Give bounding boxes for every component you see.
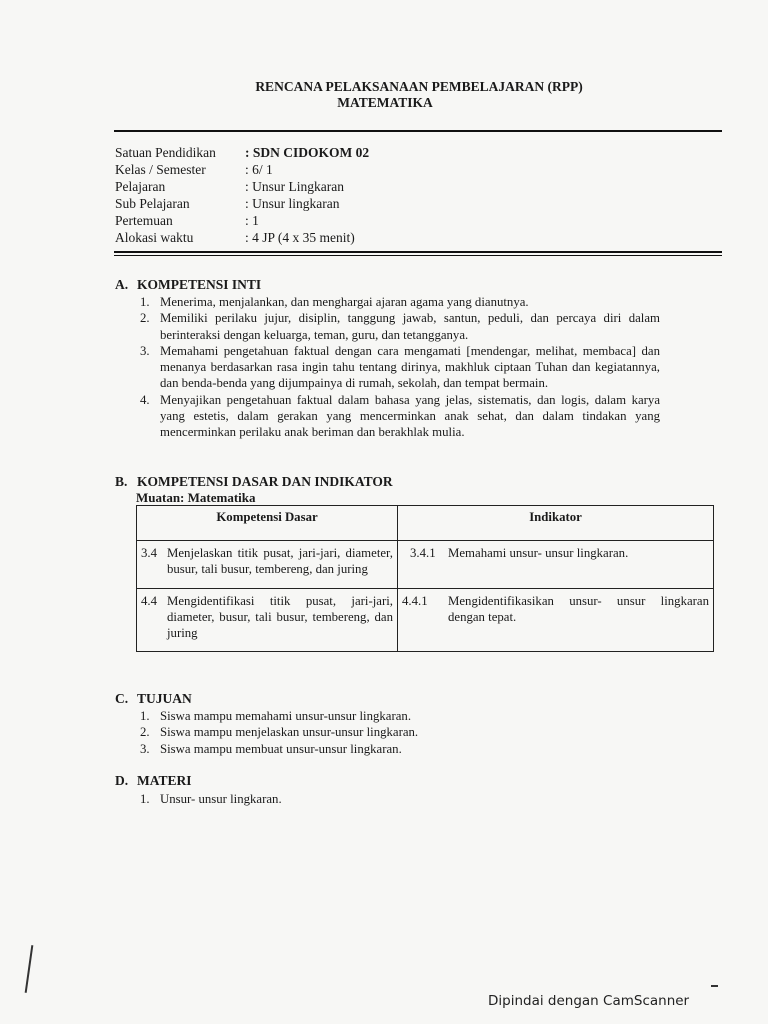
kd-code: 3.4: [141, 546, 157, 560]
list-item: [140, 392, 660, 441]
item-text: Memiliki perilaku jujur, disiplin, tanggung jawab, santun, peduli, dan percaya diri dalam berinteraksi dengan keluarga, teman, guru, dan tetangganya.: [160, 311, 660, 342]
tujuan-list: [140, 708, 660, 757]
info-label: Pertemuan: [115, 213, 173, 228]
item-text: Menyajikan pengetahuan faktual dalam bahasa yang jelas, sistematis, dan logis, dalam karya yang estetis, dalam gerakan yang mencerminkan anak sehat, dan dalam tindakan yang mencerminkan perilaku anak beriman dan berakhlak mulia.: [160, 392, 660, 440]
info-row: [115, 195, 369, 212]
info-row: [115, 212, 369, 229]
info-value: : 4 JP (4 x 35 menit): [245, 230, 355, 245]
info-row: [115, 229, 369, 246]
kd-code: 4.4: [141, 593, 157, 608]
item-text: Siswa mampu memahami unsur-unsur lingkaran.: [160, 709, 412, 723]
section-title: TUJUAN: [137, 691, 192, 706]
table-row: [137, 541, 714, 589]
item-text: Unsur- unsur lingkaran.: [160, 792, 282, 806]
item-text: Siswa mampu menjelaskan unsur-unsur lingkaran.: [160, 725, 419, 740]
pen-mark: [711, 985, 718, 987]
info-label: Satuan Pendidikan: [115, 145, 216, 160]
item-number: 2.: [140, 311, 150, 326]
scanner-watermark: Dipindai dengan CamScanner: [488, 993, 690, 1009]
info-rule-bottom: [114, 255, 722, 256]
section-a-heading: [115, 277, 261, 293]
list-item: [140, 294, 660, 310]
section-letter: D.: [115, 773, 129, 788]
item-text: Menerima, menjalankan, dan menghargai ajaran agama yang dianutnya.: [160, 295, 529, 309]
info-label: Sub Pelajaran: [115, 196, 190, 211]
section-b-heading: [115, 474, 393, 490]
info-value: : 6/ 1: [245, 162, 273, 177]
section-letter: C.: [115, 691, 129, 706]
list-item: [140, 310, 660, 343]
info-row: [115, 161, 369, 178]
list-item: [140, 724, 660, 740]
indicator-cell: [398, 541, 714, 589]
item-number: 3.: [140, 343, 150, 358]
section-letter: B.: [115, 474, 128, 489]
section-title: MATERI: [137, 773, 192, 788]
kd-cell: [137, 541, 398, 589]
item-number: 1.: [140, 709, 150, 723]
kd-cell: [137, 588, 398, 652]
materi-list: [140, 791, 660, 807]
list-item: [140, 791, 660, 807]
info-value: : 1: [245, 213, 259, 228]
indicator-text: Memahami unsur- unsur lingkaran.: [448, 546, 629, 560]
section-letter: A.: [115, 277, 129, 292]
list-item: [140, 343, 660, 392]
section-d-heading: [115, 773, 192, 789]
item-number: 2.: [140, 725, 150, 740]
info-row: [115, 144, 369, 161]
kd-text: Mengidentifikasi titik pusat, jari-jari, diameter, busur, tali busur, tembereng, dan juring: [167, 593, 393, 641]
indicator-code: 4.4.1: [402, 593, 428, 608]
info-value: : Unsur Lingkaran: [245, 179, 344, 194]
indicator-cell: [398, 588, 714, 652]
info-block: [115, 144, 369, 246]
info-row: [115, 178, 369, 195]
item-text: Memahami pengetahuan faktual dengan cara mengamati [mendengar, melihat, membaca] dan menanya berdasarkan rasa ingin tahu tentang dirinya, makhluk ciptaan Tuhan dan kegiatannya, dan benda-benda yang dijumpainya di rumah, sekolah, dan tempat bermain.: [160, 343, 660, 391]
document-title: RENCANA PELAKSANAAN PEMBELAJARAN (RPP): [255, 79, 583, 94]
competency-table: [136, 505, 714, 652]
kd-text: Menjelaskan titik pusat, jari-jari, diameter, busur, tali busur, tembereng, dan juring: [167, 546, 393, 577]
document-subtitle: MATEMATIKA: [337, 95, 433, 110]
table-header-row: [137, 506, 714, 541]
info-label: Pelajaran: [115, 179, 166, 194]
header-rule: [114, 130, 722, 132]
item-number: 3.: [140, 741, 150, 756]
pen-mark: [25, 945, 34, 993]
column-header: Indikator: [398, 506, 714, 541]
section-title: KOMPETENSI INTI: [137, 277, 262, 292]
info-value: : Unsur lingkaran: [245, 196, 340, 211]
kompetensi-inti-list: [140, 294, 660, 441]
info-value: : SDN CIDOKOM 02: [245, 145, 370, 160]
indicator-text: Mengidentifikasikan unsur- unsur lingkaran dengan tepat.: [448, 593, 709, 624]
item-number: 1.: [140, 792, 150, 806]
list-item: [140, 708, 660, 724]
section-title: KOMPETENSI DASAR DAN INDIKATOR: [137, 474, 393, 489]
item-number: 1.: [140, 295, 150, 309]
item-number: 4.: [140, 392, 150, 407]
item-text: Siswa mampu membuat unsur-unsur lingkaran.: [160, 741, 402, 756]
info-label: Alokasi waktu: [115, 230, 194, 245]
info-label: Kelas / Semester: [115, 162, 206, 177]
column-header: Kompetensi Dasar: [137, 506, 398, 541]
muatan-label: Muatan: Matematika: [136, 490, 256, 505]
section-c-heading: [115, 691, 192, 707]
info-rule-top: [114, 251, 722, 253]
indicator-code: 3.4.1: [410, 546, 436, 560]
list-item: [140, 741, 660, 757]
table-row: [137, 588, 714, 652]
